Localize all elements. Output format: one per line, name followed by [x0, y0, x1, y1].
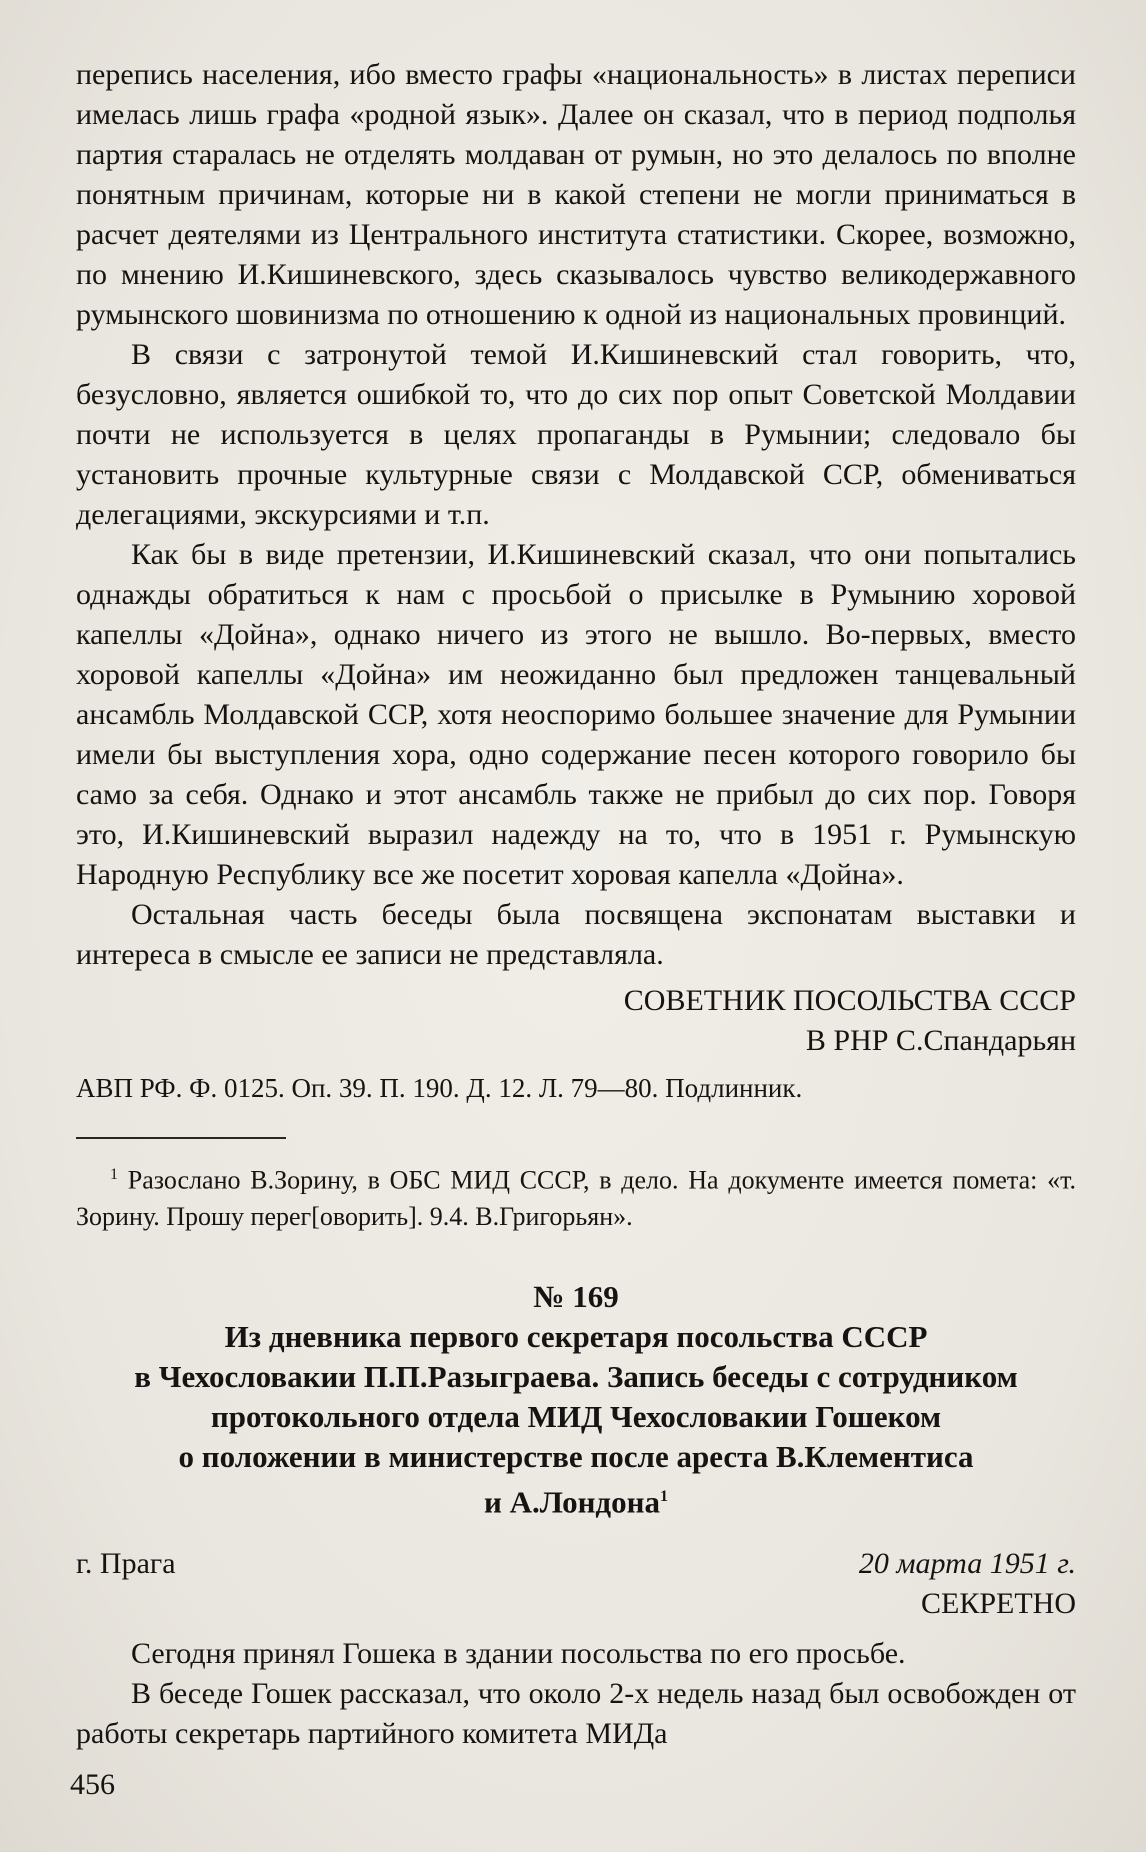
document-title-line-3: протокольного отдела МИД Чехословакии Гошеком — [210, 1398, 942, 1434]
document-title-line-4: о положении в министерстве после ареста В.Клементиса — [178, 1438, 974, 1474]
document-title-line-1: Из дневника первого секретаря посольства СССР — [224, 1318, 928, 1354]
signature-name: В РНР С.Спандарьян — [805, 1024, 1076, 1057]
document-title-line-5 — [76, 1477, 1076, 1522]
place: г. Прага — [76, 1546, 176, 1580]
document-paragraph-1: Сегодня принял Гошека в здании посольства по его просьбе. — [131, 1636, 906, 1670]
document-title-line-2: в Чехословакии П.П.Разыграева. Запись беседы с сотрудником — [134, 1358, 1018, 1394]
archive-source: АВП РФ. Ф. 0125. Оп. 39. П. 190. Д. 12. Л. 79—80. Подлинник. — [76, 1073, 803, 1103]
text-column — [76, 55, 1076, 1754]
signature-title: СОВЕТНИК ПОСОЛЬСТВА СССР — [623, 984, 1076, 1017]
paragraph-1: перепись населения, ибо вместо графы «национальность» в листах переписи имелась лишь графа «родной язык». Далее он сказал, что в период подполья партия старалась не отделять молдаван от румын, но это делалось по вполне понятным причинам, которые ни в какой степени не могли приниматься в расчет деятелями из Центрального института статистики. Скорее, возможно, по мнению И.Кишиневского, здесь сказывалось чувство великодержавного румынского шовинизма по отношению к одной из национальных провинций. — [76, 58, 1076, 331]
footnote-text: Разослано В.Зорину, в ОБС МИД СССР, в дело. На документе имеется помета: «т. Зорину. Прошу перег[оворить]. 9.4. В.Григорьян». — [76, 1165, 1077, 1231]
footnote-divider — [76, 1137, 286, 1139]
document-title-line-5-text: и А.Лондона — [484, 1483, 660, 1519]
page-number: 456 — [70, 1768, 115, 1801]
document-paragraph-2: В беседе Гошек рассказал, что около 2-х недель назад был освобожден от работы секретарь партийного комитета МИДа — [76, 1676, 1076, 1750]
date: 20 марта 1951 г. — [858, 1546, 1076, 1580]
footnote-marker: 1 — [110, 1166, 118, 1183]
footnote — [76, 1157, 1076, 1235]
title-footnote-marker: 1 — [659, 1487, 668, 1505]
paragraph-3: Как бы в виде претензии, И.Кишиневский сказал, что они попытались однажды обратиться к нам с просьбой о присылке в Румынию хоровой капеллы «Дойна», однако ничего из этого не вышло. Во-первых, вместо хоровой капеллы «Дойна» им неожиданно был предложен танцевальный ансамбль Молдавской ССР, хотя неоспоримо большее значение для Румынии имели бы выступления хора, одно содержание песен которого говорило бы само за себя. Однако и этот ансамбль также не прибыл до сих пор. Говоря это, И.Кишиневский выразил надежду на то, что в 1951 г. Румынскую Народную Республику все же посетит хоровая капелла «Дойна». — [76, 538, 1076, 891]
place-date-line — [76, 1544, 1076, 1584]
document-number: № 169 — [533, 1278, 619, 1314]
paragraph-4: Остальная часть беседы была посвящена экспонатам выставки и интереса в смысле ее записи не представляла. — [76, 898, 1076, 971]
paragraph-2: В связи с затронутой темой И.Кишиневский стал говорить, что, безусловно, является ошибкой то, что до сих пор опыт Советской Молдавии почти не используется в целях пропаганды в Румынии; следовало бы установить прочные культурные связи с Молдавской ССР, обмениваться делегациями, экскурсиями и т.п. — [76, 338, 1076, 531]
classification: СЕКРЕТНО — [920, 1586, 1076, 1620]
